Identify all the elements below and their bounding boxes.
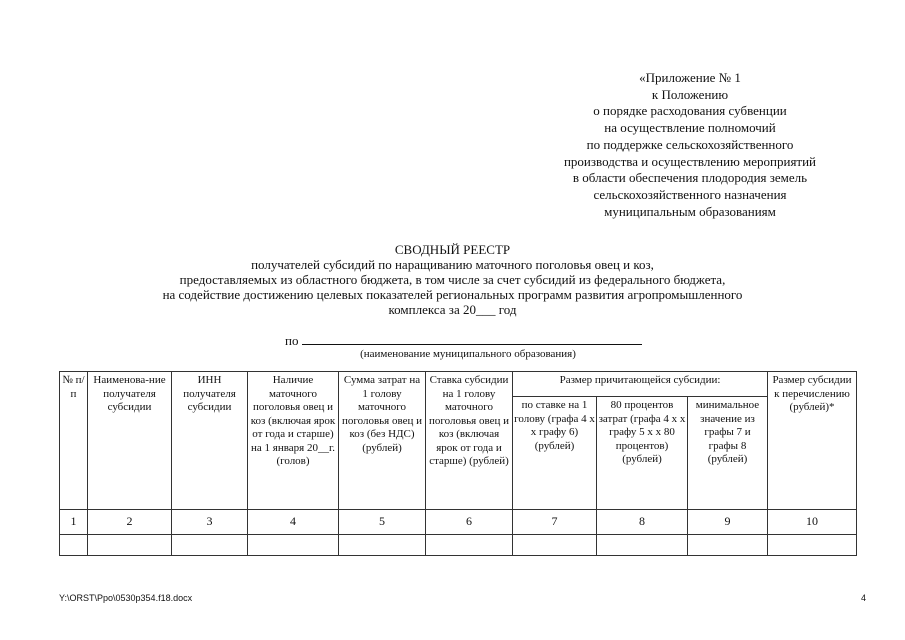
footer-file-path: Y:\ORST\Ppo\0530p354.f18.docx — [59, 593, 193, 603]
empty-cell — [248, 535, 339, 556]
column-number: 4 — [248, 510, 339, 535]
register-subtitle-line: на содействие достижению целевых показателей региональных программ развития агропромышленного — [162, 287, 743, 302]
municipality-caption: (наименование муниципального образования) — [360, 348, 576, 360]
register-subtitle-line: комплекса за 20___ год — [388, 302, 517, 317]
municipality-prefix: по — [285, 333, 299, 348]
appendix-line: в области обеспечения плодородия земель — [572, 170, 808, 186]
appendix-line: «Приложение № 1 — [639, 70, 741, 85]
column-number: 3 — [172, 510, 248, 535]
column-number: 7 — [513, 510, 597, 535]
empty-cell — [688, 535, 768, 556]
register-table — [59, 371, 857, 556]
empty-cell — [60, 535, 88, 556]
header-cell: по ставке на 1 голову (графа 4 х х графу 6) (рублей) — [513, 397, 597, 510]
empty-data-row — [60, 535, 857, 556]
header-cell: Сумма затрат на 1 голову маточного поголовья овец и коз (без НДС) (рублей) — [339, 372, 426, 510]
appendix-line: сельскохозяйственного назначения — [593, 186, 787, 202]
header-cell: ИНН получателя субсидии — [172, 372, 248, 510]
empty-cell — [88, 535, 172, 556]
appendix-line: по поддержке сельскохозяйственного — [586, 136, 794, 152]
header-cell: Наличие маточного поголовья овец и коз (включая ярок от года и старше) на 1 января 20__г. (голов) — [248, 372, 339, 510]
appendix-line: к Положению — [651, 86, 729, 102]
appendix-line: о порядке расходования субвенции — [593, 103, 787, 119]
municipality-blank — [302, 333, 642, 345]
column-number: 1 — [60, 510, 88, 535]
appendix-line: на осуществление полномочий — [604, 120, 776, 136]
column-number: 10 — [768, 510, 857, 535]
appendix-line: производства и осуществлению мероприятий — [563, 153, 817, 169]
appendix-line: муниципальным образованиям — [604, 203, 776, 219]
column-number: 9 — [688, 510, 768, 535]
column-number: 6 — [426, 510, 513, 535]
header-cell: Ставка субсидии на 1 голову маточного поголовья овец и коз (включая ярок от года и старше) (рублей) — [426, 372, 513, 510]
column-number: 8 — [597, 510, 688, 535]
register-subtitle-line: получателей субсидий по наращиванию маточного поголовья овец и коз, — [251, 257, 654, 272]
register-title — [0, 242, 905, 317]
register-subtitle-line: предоставляемых из областного бюджета, в том числе за счет субсидий из федерального бюджета, — [179, 272, 726, 287]
empty-cell — [513, 535, 597, 556]
empty-cell — [426, 535, 513, 556]
header-group-cell: Размер причитающейся субсидии: — [513, 372, 768, 397]
header-cell: минимальное значение из графы 7 и графы 8 (рублей) — [688, 397, 768, 510]
header-cell: Наименова-ние получателя субсидии — [88, 372, 172, 510]
empty-cell — [339, 535, 426, 556]
column-number-row — [60, 510, 857, 535]
footer-page-number: 4 — [860, 593, 866, 603]
empty-cell — [597, 535, 688, 556]
column-number: 5 — [339, 510, 426, 535]
empty-cell — [172, 535, 248, 556]
appendix-block — [520, 70, 860, 220]
column-number: 2 — [88, 510, 172, 535]
municipality-line — [285, 333, 642, 349]
header-cell: Размер субсидии к перечислению (рублей)* — [768, 372, 857, 510]
register-heading: СВОДНЫЙ РЕЕСТР — [394, 242, 511, 257]
empty-cell — [768, 535, 857, 556]
header-cell: № п/п — [60, 372, 88, 510]
header-cell: 80 процентов затрат (графа 4 х х графу 5 х х 80 процентов) (рублей) — [597, 397, 688, 510]
